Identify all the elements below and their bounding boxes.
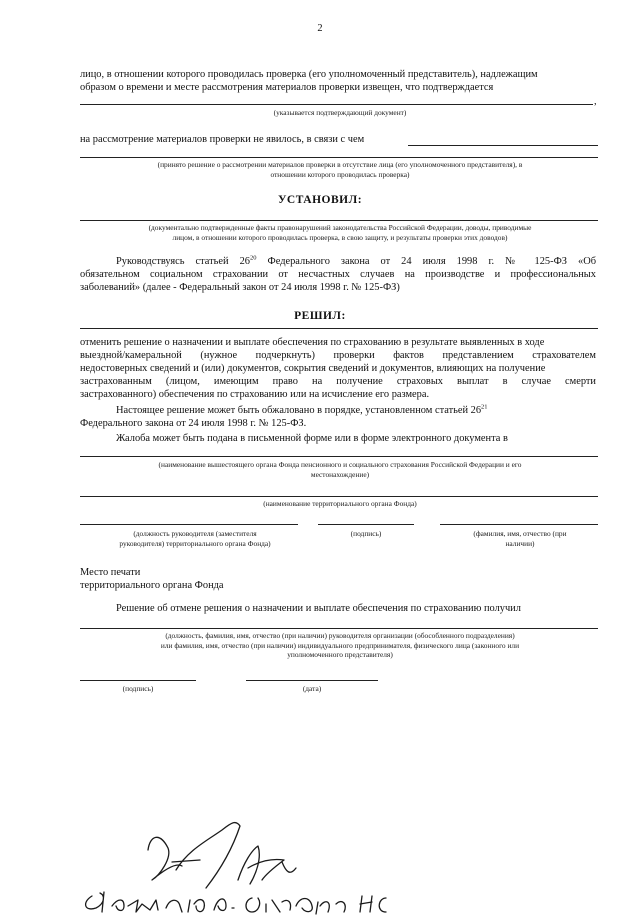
paragraph-line: Жалоба может быть подана в письменной форме или в форме электронного документа в [116,433,508,444]
paragraph-line: на рассмотрение материалов проверки не явилось, в связи с чем [80,134,365,145]
caption-line: (должность, фамилия, имя, отчество (при наличии) руководителя организации (обособленного подразделения) [165,631,515,640]
caption-line: или фамилия, имя, отчество (при наличии) индивидуального предпринимателя, физического лица (законного или [160,640,520,650]
caption-confirming-doc: (указывается подтверждающий документ) [273,108,407,117]
caption-line: уполномоченного представителя) [287,650,393,659]
caption-line: местонахождение) [310,469,370,479]
stamp-line: территориального органа Фонда [80,580,224,591]
paragraph-line: выездной/камеральной (нужное подчеркнуть) проверки фактов представлением страхователем [80,350,596,361]
caption-territorial-body: (наименование территориального органа Фонда) [263,499,417,508]
paragraph-line: застрахованным (лицом, имеющим право на получение страховых выплат в случае смерти [80,376,596,387]
caption-line: (принято решение о рассмотрении материалов проверки в отсутствие лица (его уполномоченного представителя), в [157,160,523,169]
paragraph-line: заболеваний» (далее - Федеральный закон от 24 июля 1998 г. № 125-ФЗ) [80,282,400,293]
paragraph-line: образом о времени и месте рассмотрения материалов проверки извещен, что подтверждается [80,82,494,93]
paragraph-line: лицо, в отношении которого проводилась проверка (его уполномоченный представитель), надлежащим [80,69,538,80]
caption-line: руководителя) территориального органа Фонда) [119,538,271,548]
paragraph-line: отменить решение о назначении и выплате обеспечения по страхованию в результате выявленных в ходе [80,337,545,348]
comma: , [594,96,597,107]
heading-established: УСТАНОВИЛ: [277,194,363,206]
heading-decided: РЕШИЛ: [294,310,346,322]
paragraph-line: Настоящее решение может быть обжаловано в порядке, установленном статьей $26^{21}$ [116,403,488,416]
caption-line: отношении которого проводилась проверка) [270,169,410,179]
stamp-line: Место печати [80,567,141,578]
page-number: 2 [317,23,323,34]
caption-line: наличии) [505,538,535,548]
caption-line: (документально подтвержденные факты правонарушений законодательства Российской Федерации, доводы, приводимые [148,223,532,232]
caption-line: (наименование вышестоящего органа Фонда пенсионного и социального страхования Российской Федерации и его [158,460,522,469]
paragraph-line: застрахованного) обеспечения по страхованию или на исчисление его размера. [80,389,430,400]
caption-bottom-signature: (подпись) [122,684,154,693]
caption-signature: (подпись) [350,529,382,538]
caption-line: (должность руководителя (заместителя [133,529,257,538]
caption-line: (фамилия, имя, отчество (при [473,529,567,538]
caption-bottom-date: (дата) [302,684,322,693]
paragraph-line: недостоверных сведений и (или) документов, сокрытия сведений и документов, влияющих на получение [80,363,546,374]
received-line: Решение об отмене решения о назначении и выплате обеспечения по страхованию получил [116,603,521,614]
caption-line: лицом, в отношении которого проводилась проверка, в свою защиту, и результаты проверки этих доводов) [172,232,508,242]
paragraph-line: обязательном социальном страховании от несчастных случаев на производстве и профессиональных [80,269,596,280]
paragraph-line: Руководствуясь статьей $26^{20}$ Федерального закона от 24 июля 1998 г. № 125-ФЗ «Об [116,254,596,267]
paragraph-line: Федерального закона от 24 июля 1998 г. № 125-ФЗ. [80,418,307,429]
